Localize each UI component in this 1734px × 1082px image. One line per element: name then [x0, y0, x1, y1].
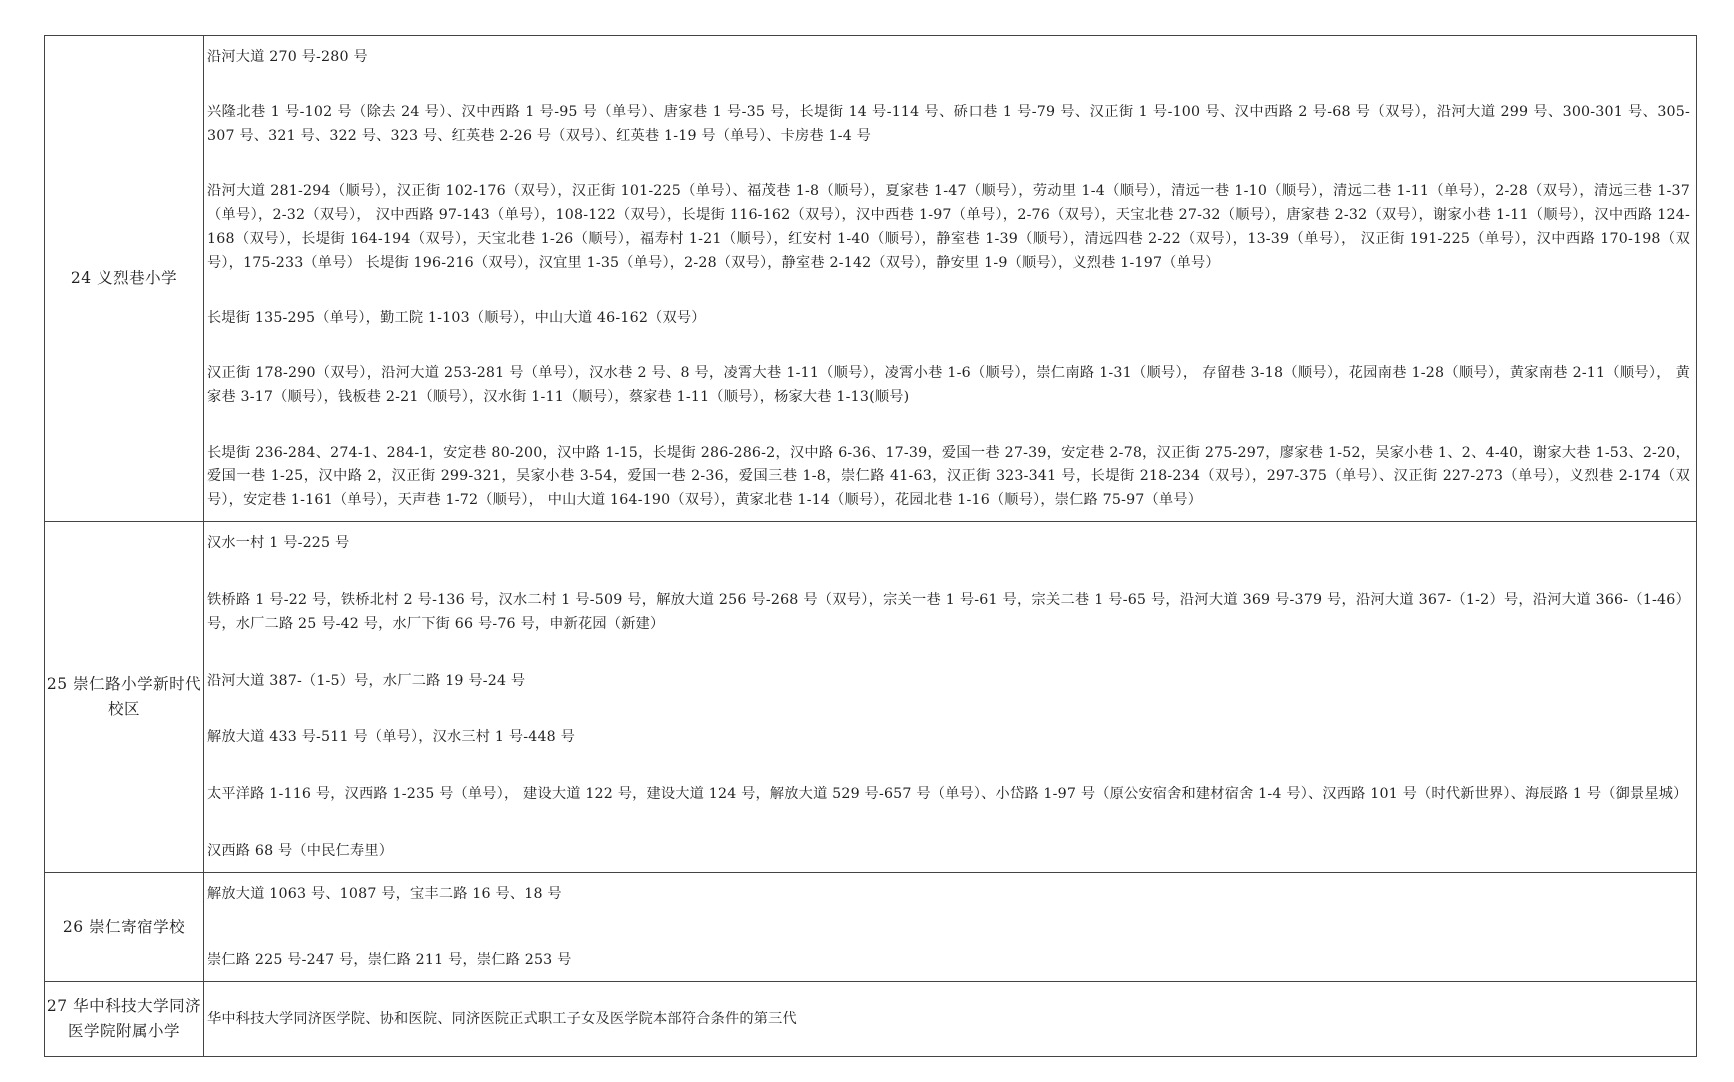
area-line: 汉水一村 1 号-225 号	[207, 535, 350, 551]
area-line: 沿河大道 387-（1-5）号，水厂二路 19 号-24 号	[207, 672, 526, 689]
area-line: 兴隆北巷 1 号-102 号（除去 24 号）、汉中西路 1 号-95 号（单号）、唐家巷 1 号-35 号，长堤街 14 号-114 号、硚口巷 1 号-79 号、汉正街 1 号-100 号、汉中西路 2 号-68 号（双号），沿河大道 299 号、300-301 号、305-307 号、321 号、322 号、323 号、红英巷 2-26 号（双号）、红英巷 1-19 号（单号）、卡房巷 1-4 号	[207, 104, 1690, 145]
enrollment-area-table	[44, 35, 1697, 1057]
area-line: 崇仁路 225 号-247 号，崇仁路 211 号，崇仁路 253 号	[207, 952, 572, 969]
area-line: 沿河大道 270 号-280 号	[207, 49, 368, 65]
area-list	[204, 36, 1696, 521]
school-name-cell: 26 崇仁寄宿学校	[45, 873, 204, 982]
area-line: 华中科技大学同济医学院、协和医院、同济医院正式职工子女及医学院本部符合条件的第三代	[207, 1011, 797, 1028]
area-list	[204, 522, 1696, 872]
school-name-cell: 25 崇仁路小学新时代校区	[45, 522, 204, 873]
area-line: 解放大道 1063 号、1087 号，宝丰二路 16 号、18 号	[207, 886, 562, 902]
table-row-school-26	[45, 873, 1697, 982]
school-name-cell: 24 义烈巷小学	[45, 36, 204, 522]
table-row-school-27	[45, 982, 1697, 1057]
area-line: 沿河大道 281-294（顺号），汉正街 102-176（双号），汉正街 101-225（单号）、福茂巷 1-8（顺号），夏家巷 1-47（顺号），劳动里 1-4（顺号），清远一巷 1-10（顺号），清远二巷 1-11（单号），2-28（双号），清远三巷 1-37（单号），2-32（双号）， 汉中西路 97-143（单号），108-122（双号），长堤街 116-162（双号），汉中西巷 1-97（单号），2-76（双号），天宝北巷 27-32（顺号），唐家巷 2-32（双号），谢家小巷 1-11（顺号），汉中西路 124-168（双号），长堤街 164-194（双号），天宝北巷 1-26（顺号），福寿村 1-21（顺号），红安村 1-40（顺号），静室巷 1-39（顺号），清远四巷 2-22（双号），13-39（单号）， 汉正街 191-225（单号），汉中西路 170-198（双号），175-233（单号） 长堤街 196-216（双号），汉宜里 1-35（单号），2-28（双号），静室巷 2-142（双号），静安里 1-9（顺号），义烈巷 1-197（单号）	[207, 183, 1690, 271]
school-name-cell: 27 华中科技大学同济医学院附属小学	[45, 982, 204, 1057]
area-list	[204, 982, 1696, 1056]
table-row-school-25	[45, 522, 1697, 873]
area-cell	[204, 522, 1697, 873]
area-cell	[204, 36, 1697, 522]
area-line: 长堤街 236-284、274-1、284-1，安定巷 80-200，汉中路 1-15，长堤街 286-286-2，汉中路 6-36、17-39，爱国一巷 27-39，安定巷 2-78，汉正街 275-297，廖家巷 1-52，吴家小巷 1、2、4-40，谢家大巷 1-53、2-20，爱国一巷 1-25，汉中路 2，汉正街 299-321，吴家小巷 3-54，爱国一巷 2-36，爱国三巷 1-8，崇仁路 41-63，汉正街 323-341 号，长堤街 218-234（双号），297-375（单号）、汉正街 227-273（单号），义烈巷 2-174（双号），安定巷 1-161（单号），天声巷 1-72（顺号）， 中山大道 164-190（双号），黄家北巷 1-14（顺号），花园北巷 1-16（顺号），崇仁路 75-97（单号）	[207, 444, 1690, 509]
area-cell	[204, 873, 1697, 982]
area-list	[204, 873, 1696, 981]
area-line: 汉西路 68 号（中民仁寿里）	[207, 843, 394, 860]
area-cell	[204, 982, 1697, 1057]
area-line: 汉正街 178-290（双号），沿河大道 253-281 号（单号），汉水巷 2 号、8 号，凌霄大巷 1-11（顺号），凌霄小巷 1-6（顺号），崇仁南路 1-31（顺号）， 存留巷 3-18（顺号），花园南巷 1-28（顺号），黄家南巷 2-11（顺号）， 黄家巷 3-17（顺号），钱板巷 2-21（顺号），汉水街 1-11（顺号），蔡家巷 1-11（顺号），杨家大巷 1-13(顺号)	[207, 365, 1690, 406]
area-line: 解放大道 433 号-511 号（单号），汉水三村 1 号-448 号	[207, 729, 576, 746]
area-line: 长堤街 135-295（单号），勤工院 1-103（顺号），中山大道 46-162（双号）	[207, 310, 706, 327]
area-line: 太平洋路 1-116 号，汉西路 1-235 号（单号）， 建设大道 122 号，建设大道 124 号，解放大道 529 号-657 号（单号）、小岱路 1-97 号（原公安宿舍和建材宿舍 1-4 号）、汉西路 101 号（时代新世界）、海辰路 1 号（御景星城）	[207, 786, 1688, 803]
table-row-school-24	[45, 36, 1697, 522]
area-line: 铁桥路 1 号-22 号，铁桥北村 2 号-136 号，汉水二村 1 号-509 号，解放大道 256 号-268 号（双号），宗关一巷 1 号-61 号，宗关二巷 1 号-65 号，沿河大道 369 号-379 号，沿河大道 367-（1-2）号，沿河大道 366-（1-46）号，水厂二路 25 号-42 号，水厂下街 66 号-76 号，申新花园（新建）	[207, 591, 1690, 632]
